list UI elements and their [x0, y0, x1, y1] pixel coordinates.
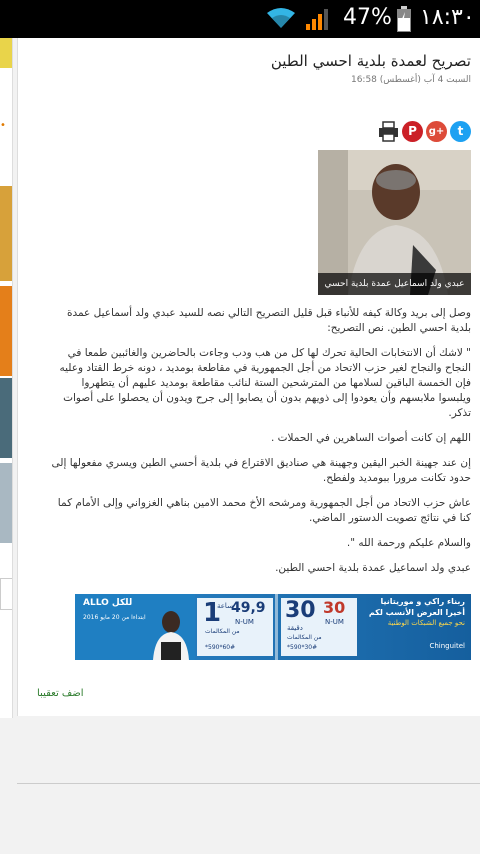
pinterest-icon[interactable]: P: [402, 121, 423, 142]
ad-price2-code: *590*30#: [287, 644, 318, 651]
battery-icon: [397, 6, 411, 32]
ad-price2-amount: 30: [323, 598, 346, 617]
ad-price1-code: *590*60#: [205, 644, 236, 651]
google-plus-icon[interactable]: g+: [426, 121, 447, 142]
ad-left-sub: ابتداءا من 20 مايو 2016: [83, 614, 146, 621]
clock: ١٨:٣٠: [420, 5, 475, 30]
share-bar: [378, 121, 471, 142]
wifi-icon: [265, 6, 297, 30]
side-panel-edge[interactable]: •: [0, 38, 13, 718]
signal-icon: [305, 7, 331, 31]
paragraph: " لاشك أن الانتخابات الحالية تحرك لها كل من هب ودب وجاءت بالحاضرين والغائبين طمعا في النجاح والنجاح لغير حزب الاتحاد من أجل الجمهورية في مقاطعة بومديد ، دونه خرط القتاد وعليه فإن الخمسة الباقين لسلامها من المترشحين الستة لنائب مقاطعة بومديد عليهم أن يتطهروا ويلبسوا ملابسهم وأن يعودوا إلى ذويهم بدون أن يصابوا إلى جرح ويدون أن يحصلوا على أصوات تذكر.: [59, 347, 471, 419]
article-card: [17, 38, 480, 716]
paragraph: اللهم إن كانت أصوات الساهرين في الحملات .: [270, 432, 471, 444]
twitter-icon[interactable]: t: [450, 121, 471, 142]
ad-right-brand: Chinguitel: [429, 642, 465, 650]
article-body: [46, 306, 471, 586]
ad-price2-unit: دقيقة: [287, 624, 303, 632]
ad-price1-amount: 49,9: [231, 600, 266, 616]
ad-right-line3: نحو جميع الشبكات الوطنية: [387, 619, 465, 627]
ad-right-line2: أخيرا العرض الأنسب لكم: [368, 608, 465, 617]
battery-percent: 47%: [343, 5, 392, 30]
paragraph: عبدي ولد اسماعيل عمدة بلدية احسي الطين.: [275, 562, 471, 574]
image-caption: عبدي ولد اسماعيل عمدة بلدية احسي: [318, 273, 471, 295]
ad-price1-note: من المكالمات: [205, 628, 240, 635]
article-meta: السبت 4 آب (أغسطس) 16:58: [350, 75, 471, 85]
ad-price1-currency: N-UM: [235, 618, 254, 626]
print-icon[interactable]: [378, 121, 399, 142]
article-image: [318, 150, 471, 295]
ad-banner[interactable]: [75, 594, 471, 660]
ad-price1-unit: ساعة: [217, 602, 233, 610]
divider: [17, 783, 480, 784]
ad-price2-note: من المكالمات: [287, 634, 322, 641]
paragraph: والسلام عليكم ورحمة الله ".: [346, 537, 471, 549]
ad-price2-big: 30: [285, 598, 316, 623]
status-bar: [0, 0, 480, 38]
ad-right-title: ربناء راكي و موريتانيا: [380, 597, 465, 606]
paragraph: إن عند جهينة الخبر اليقين وجهينة هي صناديق الاقتراع في بلدية أحسي الطين ويسري مفعولها إلى حدود تكانت مرورا ببومديد ولفطح.: [51, 457, 471, 484]
paragraph: وصل إلى بريد وكالة كيفه للأنباء قبل قليل التصريح التالي نصه للسيد عبدي ولد أسماعيل عمدة بلدية احسي الطين. نص التصريح:: [66, 307, 471, 334]
ad-price1-big: 1: [203, 598, 222, 628]
article-title: تصريح لعمدة بلدية احسي الطين: [270, 52, 471, 70]
ad-price2-currency: N-UM: [325, 618, 344, 626]
add-comment-link[interactable]: اضف تعقيبا: [37, 688, 84, 699]
ad-left-logo: ALLO للكل: [83, 598, 133, 608]
paragraph: عاش حزب الاتحاد من أجل الجمهورية ومرشحه الأخ محمد الامين بناهي الغزواني وإلى الأمام كما كنا في نتائج تصويت الدستور الماضي.: [57, 497, 471, 524]
